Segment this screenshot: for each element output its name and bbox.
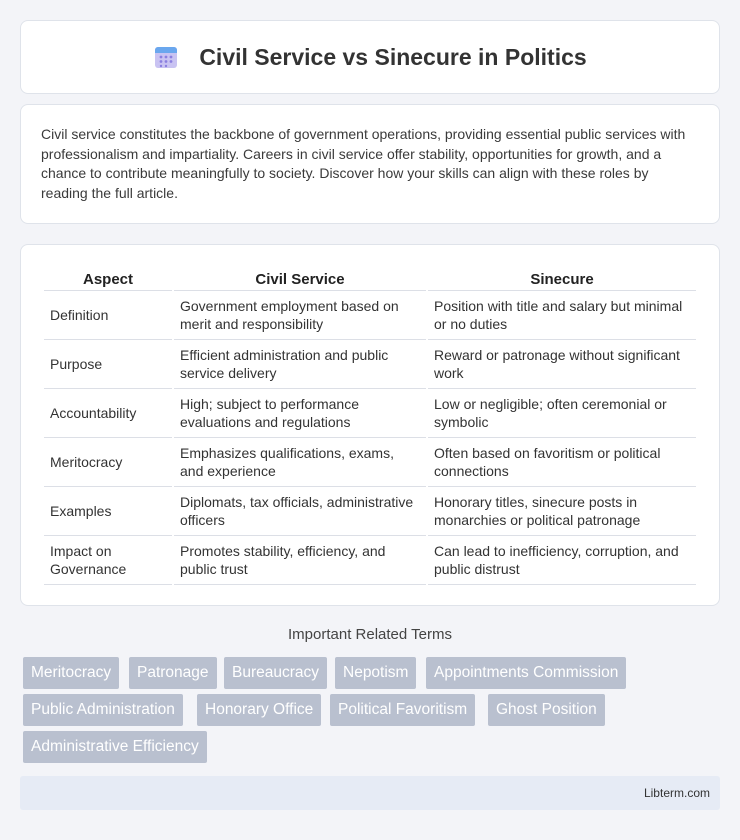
tag-public-administration[interactable]: Public Administration bbox=[23, 694, 183, 726]
cell-civil-service: High; subject to performance evaluations and regulations bbox=[174, 389, 426, 438]
tag-ghost-position[interactable]: Ghost Position bbox=[488, 694, 605, 726]
cell-sinecure: Can lead to inefficiency, corruption, and public distrust bbox=[428, 536, 696, 585]
tag-meritocracy[interactable]: Meritocracy bbox=[23, 657, 119, 689]
cell-aspect: Examples bbox=[44, 487, 172, 536]
tag-nepotism[interactable]: Nepotism bbox=[335, 657, 416, 689]
intro-card bbox=[20, 104, 720, 224]
cell-civil-service: Diplomats, tax officials, administrative officers bbox=[174, 487, 426, 536]
page-title: Civil Service vs Sinecure in Politics bbox=[199, 43, 587, 70]
table-row bbox=[44, 389, 696, 438]
cell-aspect: Purpose bbox=[44, 340, 172, 389]
cell-aspect: Meritocracy bbox=[44, 438, 172, 487]
tag-appointments-commission[interactable]: Appointments Commission bbox=[426, 657, 626, 689]
footer-site-link[interactable]: Libterm.com bbox=[643, 786, 710, 800]
tag-patronage[interactable]: Patronage bbox=[129, 657, 217, 689]
tag-honorary-office[interactable]: Honorary Office bbox=[197, 694, 321, 726]
column-header-aspect: Aspect bbox=[44, 265, 172, 291]
column-header-sinecure: Sinecure bbox=[428, 265, 696, 291]
comparison-card bbox=[20, 244, 720, 606]
tag-administrative-efficiency[interactable]: Administrative Efficiency bbox=[23, 731, 207, 763]
table-row bbox=[44, 487, 696, 536]
footer bbox=[20, 776, 720, 810]
table-row bbox=[44, 438, 696, 487]
cell-civil-service: Government employment based on merit and responsibility bbox=[174, 291, 426, 340]
cell-civil-service: Efficient administration and public service delivery bbox=[174, 340, 426, 389]
column-header-civil-service: Civil Service bbox=[174, 265, 426, 291]
cell-aspect: Definition bbox=[44, 291, 172, 340]
cell-aspect: Impact on Governance bbox=[44, 536, 172, 585]
intro-text: Civil service constitutes the backbone of government operations, providing essential public services with professionalism and impartiality. Careers in civil service offer stability, opportunities for growth, and a chance to contribute meaningfully to society. Discover how your skills can align with these roles by reading the full article. bbox=[41, 126, 686, 201]
cell-sinecure: Honorary titles, sinecure posts in monarchies or political patronage bbox=[428, 487, 696, 536]
comparison-table bbox=[42, 265, 698, 585]
tag-political-favoritism[interactable]: Political Favoritism bbox=[330, 694, 475, 726]
cell-sinecure: Reward or patronage without significant work bbox=[428, 340, 696, 389]
cell-civil-service: Emphasizes qualifications, exams, and experience bbox=[174, 438, 426, 487]
table-header-row bbox=[44, 265, 696, 291]
table-row bbox=[44, 536, 696, 585]
related-terms-title: Important Related Terms bbox=[288, 626, 452, 643]
calendar-icon bbox=[153, 44, 179, 70]
cell-sinecure: Position with title and salary but minimal or no duties bbox=[428, 291, 696, 340]
table-row bbox=[44, 291, 696, 340]
cell-sinecure: Often based on favoritism or political connections bbox=[428, 438, 696, 487]
cell-civil-service: Promotes stability, efficiency, and public trust bbox=[174, 536, 426, 585]
table-row bbox=[44, 340, 696, 389]
cell-sinecure: Low or negligible; often ceremonial or symbolic bbox=[428, 389, 696, 438]
cell-aspect: Accountability bbox=[44, 389, 172, 438]
title-card bbox=[20, 20, 720, 94]
tag-bureaucracy[interactable]: Bureaucracy bbox=[224, 657, 327, 689]
